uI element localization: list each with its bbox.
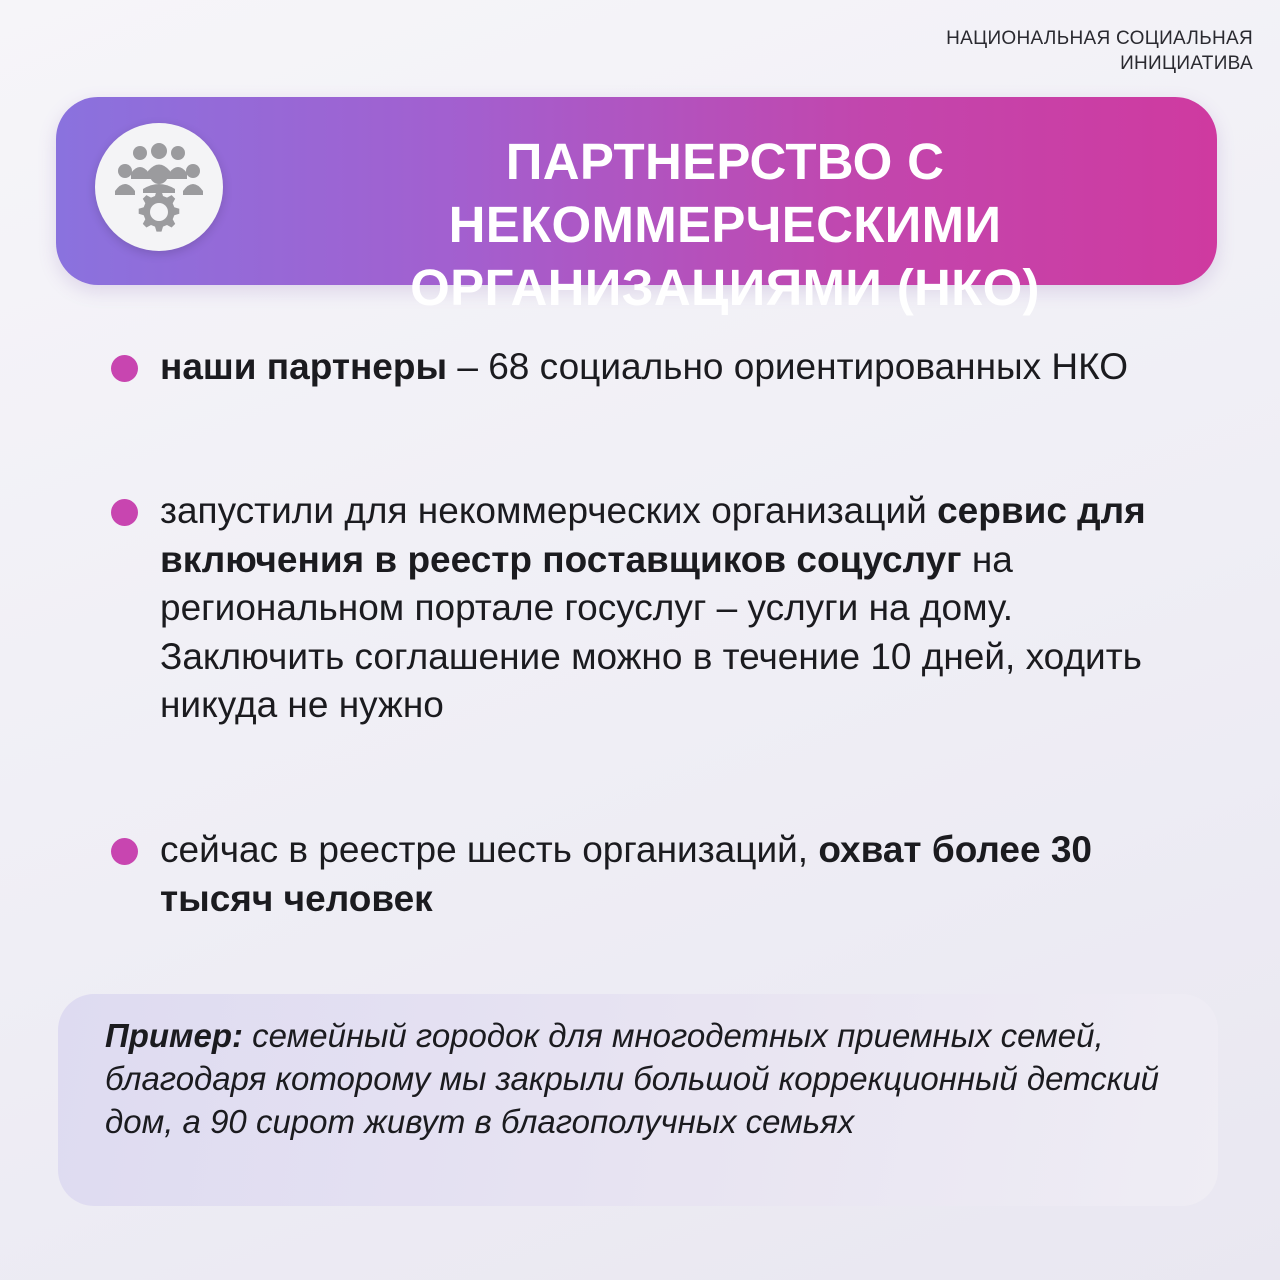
- example-label: Пример:: [105, 1017, 243, 1054]
- page-title-line-2: ОРГАНИЗАЦИЯМИ (НКО): [410, 259, 1040, 316]
- bullet-dot: [111, 355, 138, 382]
- bullet-bold: сервис для включения в реестр поставщиков соцуслуг: [160, 490, 1146, 580]
- people-gear-icon: [113, 141, 205, 233]
- bullet-text: сейчас в реестре шесть организаций,: [160, 829, 819, 870]
- bullet-dot: [111, 499, 138, 526]
- bullet-item-partners: [160, 343, 1200, 392]
- example-text: [105, 1014, 1195, 1143]
- bullet-text: на региональном портале госуслуг – услуги на дому. Заключить соглашение можно в течение 10 дней, ходить никуда не нужно: [160, 538, 1142, 725]
- brand-line-1: НАЦИОНАЛЬНАЯ СОЦИАЛЬНАЯ: [946, 28, 1253, 49]
- bullet-item-registry: [160, 826, 1200, 923]
- page-title: [245, 130, 1205, 319]
- bullet-bold: охват более 30 тысяч человек: [160, 829, 1092, 919]
- bullet-text: – 68 социально ориентированных НКО: [447, 346, 1129, 387]
- page-title-line-1: ПАРТНЕРСТВО С НЕКОММЕРЧЕСКИМИ: [448, 133, 1002, 253]
- icon-badge: [95, 123, 223, 251]
- example-body: семейный городок для многодетных приемных семей, благодаря которому мы закрыли большой коррекционный детский дом, а 90 сирот живут в благополучных семьях: [105, 1017, 1160, 1140]
- brand-label: [946, 26, 1253, 76]
- bullet-item-service: [160, 487, 1200, 730]
- bullet-bold: наши партнеры: [160, 346, 448, 387]
- bullet-text: запустили для некоммерческих организаций: [160, 490, 938, 531]
- bullet-dot: [111, 838, 138, 865]
- brand-line-2: ИНИЦИАТИВА: [1120, 53, 1253, 74]
